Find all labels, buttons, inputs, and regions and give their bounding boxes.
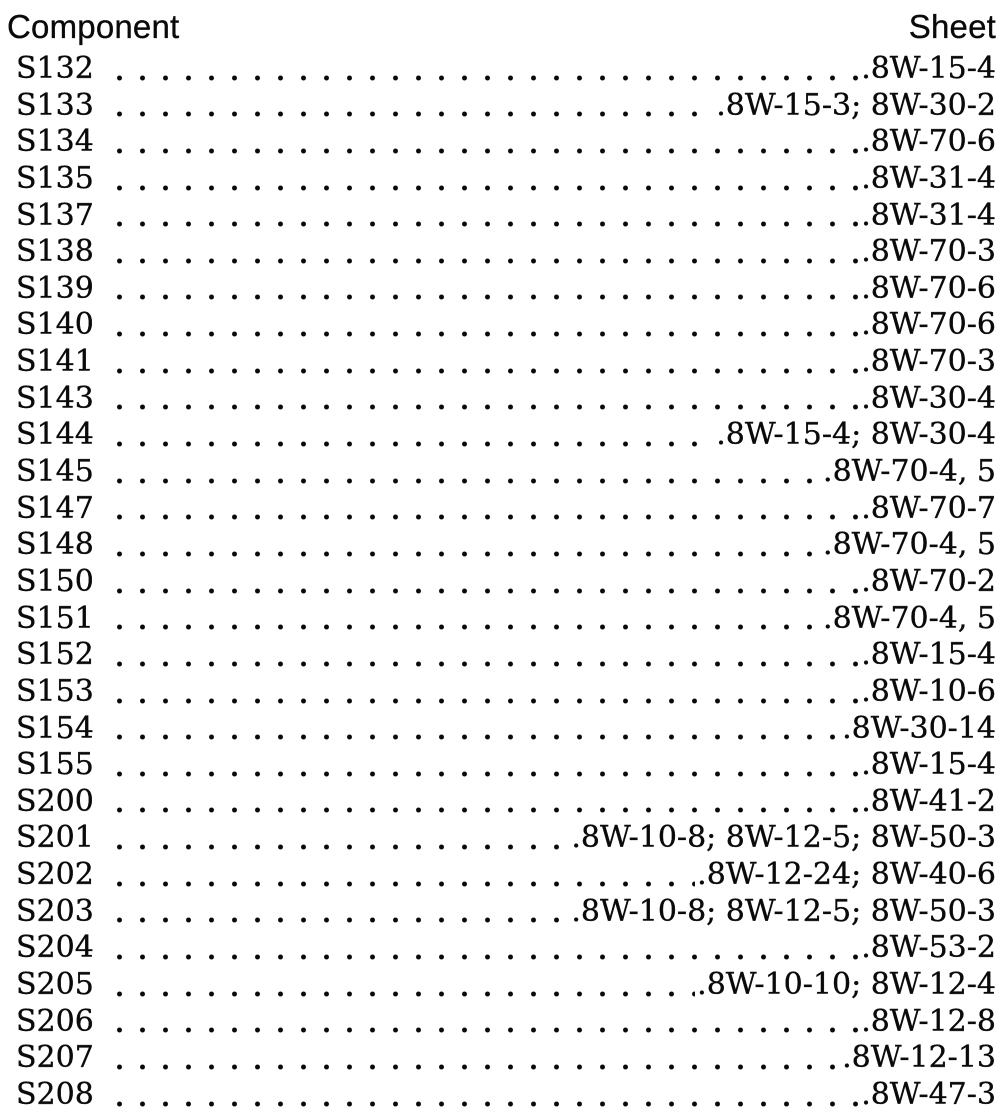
- sheet-reference: .8W-70-6: [861, 124, 996, 160]
- component-id: S152: [16, 637, 94, 673]
- sheet-reference: .8W-70-4, 5: [823, 454, 996, 490]
- component-id: S203: [16, 893, 94, 929]
- dot-leader: [102, 1077, 859, 1114]
- dot-leader: [102, 198, 859, 235]
- sheet-column-header: Sheet: [908, 8, 996, 45]
- dot-leader: [102, 1004, 859, 1041]
- dot-leader: [102, 417, 714, 454]
- sheet-reference: .8W-70-7: [861, 490, 996, 526]
- dot-leader: [102, 307, 859, 344]
- index-header: [0, 0, 1008, 49]
- sheet-reference: .8W-70-6: [861, 307, 996, 343]
- dot-leader: [102, 857, 695, 894]
- sheet-reference: .8W-15-4: [861, 637, 996, 673]
- sheet-reference: .8W-12-24; 8W-40-6: [697, 857, 996, 893]
- index-row: [16, 711, 996, 748]
- sheet-reference: .8W-15-4; 8W-30-4: [716, 417, 996, 453]
- sheet-reference: .8W-10-8; 8W-12-5; 8W-50-3: [571, 893, 996, 929]
- sheet-reference: .8W-47-3: [861, 1076, 996, 1112]
- dot-leader: [102, 601, 821, 638]
- component-id: S208: [16, 1076, 94, 1112]
- index-row: [16, 381, 996, 418]
- component-id: S138: [16, 234, 94, 270]
- component-id: S154: [16, 710, 94, 746]
- dot-leader: [102, 51, 859, 88]
- sheet-reference: .8W-12-13: [842, 1040, 996, 1076]
- component-id: S133: [16, 87, 94, 123]
- dot-leader: [102, 161, 859, 198]
- dot-leader: [102, 271, 859, 308]
- dot-leader: [102, 967, 695, 1004]
- sheet-reference: .8W-10-8; 8W-12-5; 8W-50-3: [571, 820, 996, 856]
- index-row: [16, 967, 996, 1004]
- component-id: S204: [16, 930, 94, 966]
- sheet-reference: .8W-53-2: [861, 930, 996, 966]
- component-id: S150: [16, 563, 94, 599]
- component-id: S202: [16, 857, 94, 893]
- dot-leader: [102, 234, 859, 271]
- index-row: [16, 491, 996, 528]
- component-id: S147: [16, 490, 94, 526]
- index-row: [16, 637, 996, 674]
- index-row: [16, 161, 996, 198]
- component-id: S200: [16, 783, 94, 819]
- index-row: [16, 344, 996, 381]
- dot-leader: [102, 88, 714, 125]
- sheet-reference: .8W-70-4, 5: [823, 527, 996, 563]
- dot-leader: [102, 564, 859, 601]
- dot-leader: [102, 344, 859, 381]
- sheet-reference: .8W-30-14: [842, 710, 996, 746]
- component-id: S132: [16, 51, 94, 86]
- index-row: [16, 1004, 996, 1041]
- index-row: [16, 747, 996, 784]
- index-row: [16, 894, 996, 931]
- sheet-reference: .8W-70-3: [861, 344, 996, 380]
- component-id: S205: [16, 967, 94, 1003]
- component-column-header: Component: [7, 8, 180, 45]
- index-row: [16, 198, 996, 235]
- dot-leader: [102, 894, 570, 931]
- index-row: [16, 820, 996, 857]
- index-row: [16, 1040, 996, 1077]
- dot-leader: [102, 527, 821, 564]
- sheet-reference: .8W-31-4: [861, 160, 996, 196]
- index-row: [16, 674, 996, 711]
- component-id: S207: [16, 1040, 94, 1076]
- dot-leader: [102, 711, 840, 748]
- dot-leader: [102, 491, 859, 528]
- sheet-reference: .8W-12-8: [861, 1003, 996, 1039]
- component-id: S144: [16, 417, 94, 453]
- component-id: S153: [16, 673, 94, 709]
- component-id: S140: [16, 307, 94, 343]
- component-id: S206: [16, 1003, 94, 1039]
- index-row: [16, 234, 996, 271]
- dot-leader: [102, 747, 859, 784]
- index-row-list: [0, 49, 1008, 1114]
- dot-leader: [102, 454, 821, 491]
- sheet-reference: .8W-70-2: [861, 563, 996, 599]
- component-id: S151: [16, 600, 94, 636]
- component-id: S143: [16, 380, 94, 416]
- dot-leader: [102, 381, 859, 418]
- component-id: S137: [16, 197, 94, 233]
- component-id: S139: [16, 270, 94, 306]
- index-row: [16, 601, 996, 638]
- dot-leader: [102, 674, 859, 711]
- component-id: S135: [16, 160, 94, 196]
- dot-leader: [102, 930, 859, 967]
- component-id: S155: [16, 747, 94, 783]
- dot-leader: [102, 784, 859, 821]
- index-row: [16, 857, 996, 894]
- index-row: [16, 1077, 996, 1114]
- sheet-reference: .8W-10-10; 8W-12-4: [697, 967, 996, 1003]
- component-id: S145: [16, 454, 94, 490]
- sheet-reference: .8W-15-4: [861, 51, 996, 86]
- dot-leader: [102, 1040, 840, 1077]
- sheet-reference: .8W-70-6: [861, 270, 996, 306]
- index-row: [16, 784, 996, 821]
- sheet-reference: .8W-70-4, 5: [823, 600, 996, 636]
- index-row: [16, 417, 996, 454]
- sheet-reference: .8W-31-4: [861, 197, 996, 233]
- index-row: [16, 564, 996, 601]
- component-id: S201: [16, 820, 94, 856]
- sheet-reference: .8W-15-3; 8W-30-2: [716, 87, 996, 123]
- index-row: [16, 88, 996, 125]
- index-row: [16, 271, 996, 308]
- index-row: [16, 930, 996, 967]
- component-id: S148: [16, 527, 94, 563]
- dot-leader: [102, 124, 859, 161]
- dot-leader: [102, 637, 859, 674]
- sheet-reference: .8W-41-2: [861, 783, 996, 819]
- index-row: [16, 454, 996, 491]
- sheet-reference: .8W-15-4: [861, 747, 996, 783]
- dot-leader: [102, 820, 570, 857]
- index-row: [16, 51, 996, 88]
- index-row: [16, 527, 996, 564]
- sheet-reference: .8W-10-6: [861, 673, 996, 709]
- sheet-reference: .8W-30-4: [861, 380, 996, 416]
- sheet-reference: .8W-70-3: [861, 234, 996, 270]
- index-row: [16, 307, 996, 344]
- component-id: S134: [16, 124, 94, 160]
- index-row: [16, 124, 996, 161]
- component-id: S141: [16, 344, 94, 380]
